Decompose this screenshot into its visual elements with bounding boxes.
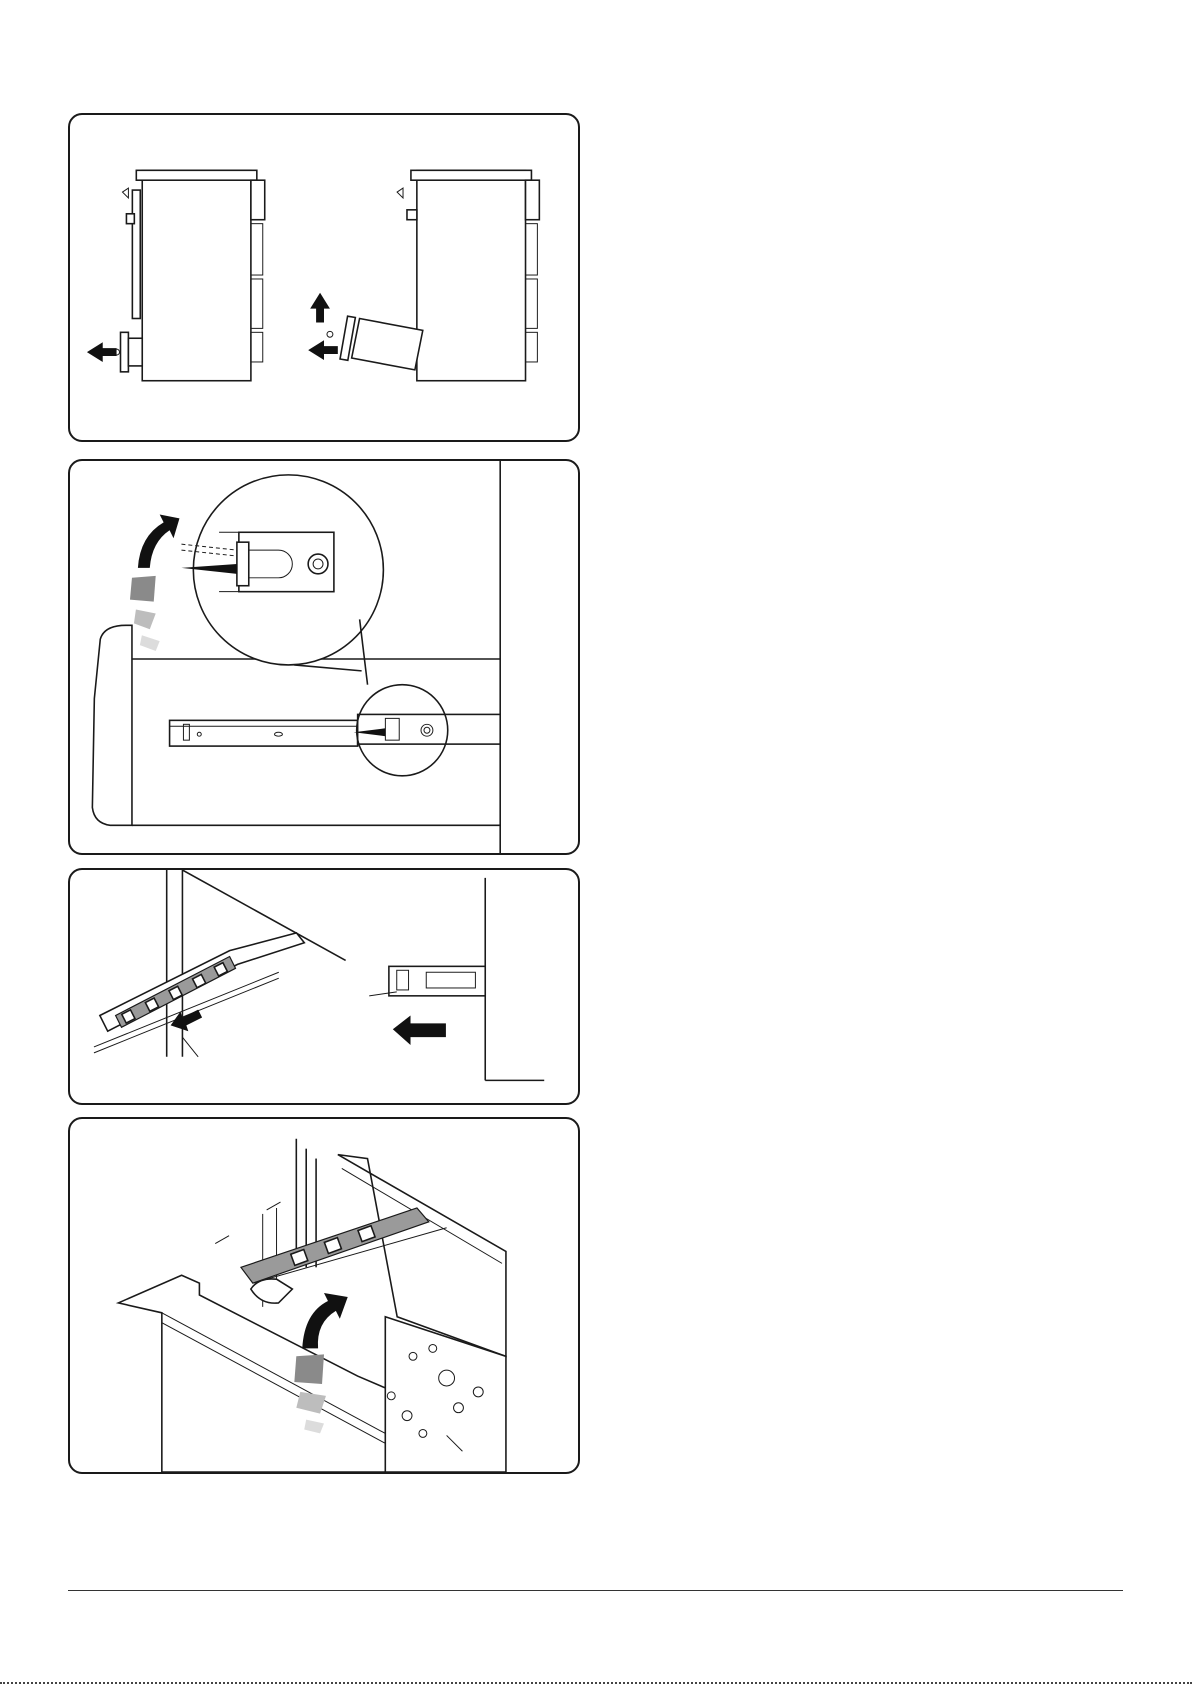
rail-push-back-illustration [70,870,578,1103]
remove-drawer-illustration [70,115,578,440]
lever-lift-illustration [70,1119,578,1472]
cooker-right-icon [308,170,539,380]
drawer-rail-lever-illustration [70,461,578,853]
figure-rail-push [68,868,580,1105]
cooker-left-icon [87,170,265,380]
figure-rail-lever [68,459,580,855]
page-bottom-edge [0,1682,1192,1684]
footer-rule [68,1590,1123,1591]
figure-lever-lift [68,1117,580,1474]
figure-remove-drawer [68,113,580,442]
